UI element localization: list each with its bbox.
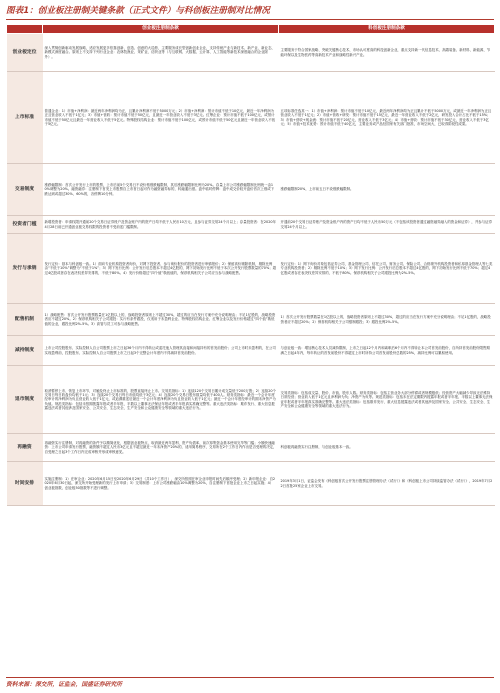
header-category	[7, 25, 43, 34]
star-market-cell: 1）首次公开发行股票数量在1亿股以上的，战略投资者原则上不超过30%，超过的应当在发行方案中充分说明理由；不足1亿股的，战略投资者应不超过20%；2）保荐机构相关子公司强制跟投；3）跟投比例2%-5%。	[279, 304, 495, 336]
chinext-cell: 取消暂停上市、恢复上市环节，对触及终止上市标准的，股票直接终止上市。交易类指标：1）连续120个交易日累计成交量低于200万股；2）连续20个交易日每日收盘价均低于1元；3）连续20个交易日每日市值均低于3亿元；4）连续20个交易日股东数量均低于400人。财务类指标：最近一个会计年度经审计的净利润为负且营业收入低于1亿元，或追溯重述后最近一个会计年度净利润为负且营业收入低于1亿元；最近一个会计年度经审计的期末净资产为负值。规范类指标：包括未按期披露年报或者半年报、半数以上董事无法保证年报或者半年报真实准确完整等。重大违法类指标：欺诈发行、重大信息披露违法或者其他涉及国家安全、公共安全、生态安全、生产安全和公众健康安全等领域的重大违法行为。	[43, 366, 279, 434]
table-row	[7, 434, 495, 462]
table-row	[7, 366, 495, 434]
row-category: 上市标准	[7, 72, 43, 164]
star-market-cell: 与创业板一致：增加核心技术人员减持限制，上市之日起12个月内和离职后6个月内不得转让本公司首发前股份，自所持首发前股份限售期满之日起4年内，每年转让的首发前股份不得超过上市时所持公司首发前股份总数的25%，减持比例可以累积使用。	[279, 336, 495, 366]
chinext-cell: 1）战略配售：首次公开发行股票数量在1亿股以上的，战略投资者原则上不超过30%，超过的应当在发行方案中充分说明理由；不足1亿股的，战略投资者应不超过20%。2）保荐机构相关子公司跟投：实行有条件跟投，仅适用于未盈利企业、特殊股权结构企业、红筹企业以及发行价格超过“四个值”孰低值的企业，跟投比例2%-5%。3）高管与员工可参与战略配售。	[43, 304, 279, 336]
row-category: 减持制度	[7, 336, 43, 366]
header-row	[7, 25, 495, 34]
table-row	[7, 304, 495, 336]
table-row	[7, 216, 495, 234]
row-category: 时间安排	[7, 462, 43, 506]
table-row	[7, 72, 495, 164]
row-category: 投资者门槛	[7, 216, 43, 234]
table-row	[7, 462, 495, 506]
star-market-cell: 五项标准任选其一：1）市值+净利润：预计市值不低于10亿元，最近两年净利润均为正且累计不低于5000万元，或最近一年净利润为正且营业收入不低于1亿元；2）市值+营收+研发：预计市值不低于15亿元，最近一年营业收入不低于2亿元，研发投入合计占比不低于15%；3）市值+营收+现金流：预计市值不低于20亿元，营业收入不低于3亿元；4）市值+营收：预计市值不低于30亿元，营业收入不低于3亿元；5）市值+技术优势：预计市值不低于40亿元，主要业务或产品经国家有关部门批准，市场空间大，已取得阶段性成果。	[279, 72, 495, 164]
row-category: 交易制度	[7, 164, 43, 216]
table-row	[7, 234, 495, 304]
table-row	[7, 164, 495, 216]
header-chinext: 创业板注册制条款	[43, 25, 279, 34]
row-category: 退市制度	[7, 366, 43, 434]
star-market-cell: 科创板再融资实行注册制，与创业板基本一致。	[279, 434, 495, 462]
title-divider	[6, 19, 494, 20]
source-footnote: 资料来源：深交所，证监会，国盛证券研究所	[6, 682, 122, 688]
chinext-cell: 上市公司控股股东、实际控制人自公司股票上市之日起36个月内不得转让或委托他人管理其直接和间接持有的首发前股份；公司上市时未盈利的，在公司实现盈利前，控股股东、实际控制人自公司股票上市之日起3个完整会计年度内不得减持首发前股份。	[43, 336, 279, 366]
star-market-cell: 主要服务于符合国家战略、突破关键核心技术、市场认可度高的科技创新企业，重点支持新一代信息技术、高端装备、新材料、新能源、节能环保以及生物医药等高新技术产业和战略性新兴产业。	[279, 34, 495, 72]
row-category: 创业板定位	[7, 34, 43, 72]
chinext-cell: 发行定价：基本与科创板一致。1）面向专业机构投资者询价，对网下投资者、参与询价报价的投资者进行审慎报价；2）保留高价剔除机制，剔除比例由“不低于10%”调整为“不低于1%”；3）网下发行比例：公开发行后总股本不超过4亿股的，网下初始发行比例不低于本次公开发行股票数量的70%；超过4亿股或者存在表决权差异安排的，不低于80%。4）发行价格超过“四个值”孰低值的，保荐机构相关子公司应当参与战略配售。	[43, 234, 279, 304]
star-market-cell: 交易类指标：包括成交量、股价、市值、股东人数。财务类指标：包括主营业务大部分停滞或者规模极低；经营资产大幅减少导致无法维持日常经营；营业收入低于1亿元且净利润为负；净资产为负等。规范类指标：包括未在法定期限内披露年报或者半年报、半数以上董事无法保证年报或者半年报真实准确完整等。重大违法类指标：包括欺诈发行、重大信息披露违法或者其他涉及国家安全、公共安全、生态安全、生产安全和公众健康安全等领域的重大违法行为。	[279, 366, 495, 434]
chinext-cell: 再融资实行注册制，对再融资的条件予以精简优化，根据创业板特点，取消最近两年盈利、资产负债率、前次募集资金基本使用完毕等门槛；小额快速融资：上市公司申请发行股票，融资额不超过人民币3亿元且不超过最近一年末净资产20%的，适用简易程序，交易所在2个工作日内作出是否受理的决定，自受理之日起3个工作日内完成审核并形成审核意见。	[43, 434, 279, 462]
star-market-cell: 发行定价：1）网下询价对象包括证券公司、基金管理公司、信托公司、财务公司、保险公司、合格境外机构投资者和私募基金管理人等七类专业机构投资者；2）剔除比例不低于10%；3）网下发行比例：公开发行后总股本不超过4亿股的，网下初始发行比例不低于70%；超过4亿股或者存在表决权差异安排的，不低于80%。保荐机构相关子公司跟投比例为2%-5%。	[279, 234, 495, 304]
header-star: 科创板注册制条款	[279, 25, 495, 34]
chinext-cell: 新增投资者：申请权限开通前20个交易日证券账户及资金账户内的资产日均不低于人民币10万元，且参与证券交易24个月以上；存量投资者：在2020年4月28日前已开通创业板交易权限的投资者不受前述门槛限制。	[43, 216, 279, 234]
row-category: 再融资	[7, 434, 43, 462]
chinext-cell: 深入贯彻创新驱动发展战略，适应发展更多依靠创新、创造、创意的大趋势，主要服务成长型创新创业企业，支持传统产业与新技术、新产业、新业态、新模式深度融合。原则上不支持下列行业企业：农林牧渔业、采矿业、纺织业等（与互联网、大数据、云计算、人工智能等新技术深度融合的企业除外）。	[43, 34, 279, 72]
comparison-table	[6, 24, 495, 506]
star-market-cell: 开通前20个交易日证券账户及资金账户内的资产日均不低于人民币50万元（不包括该投资者通过融资融券融入的资金和证券），并参与证券交易24个月以上。	[279, 216, 495, 234]
star-market-cell: 2019年3月1日，证监会发布《科创板首次公开发行股票注册管理办法（试行）》和《科创板上市公司持续监管办法（试行）》，2019年7月22日首批25家企业上市交易。	[279, 462, 495, 506]
table-row	[7, 34, 495, 72]
row-category: 发行与承销	[7, 234, 43, 304]
chart-title: 图表1：创业板注册制关键条款（正式文件）与科创板注册制对比情况	[6, 6, 270, 16]
star-market-cell: 涨跌幅限制20%，上市前五日不设涨跌幅限制。	[279, 164, 495, 216]
table-row	[7, 336, 495, 366]
footer-divider	[6, 677, 494, 678]
chinext-cell: 普通企业：1）市值+净利润：最近两年净利润均为正，且累计净利润不低于5000万元；2）市值+净利润：预计市值不低于10亿元，最近一年净利润为正且营业收入不低于1亿元；3）市值+营收：预计市值不低于50亿元，且最近一年营业收入不低于3亿元。红筹企业：预计市值不低于100亿元，或预计市值不低于50亿元且最近一年营业收入不低于5亿元。特殊股权结构企业：预计市值不低于100亿元，或预计市值不低于50亿元且最近一年营业收入不低于5亿元。	[43, 72, 279, 164]
chinext-cell: 实施注册制：1）在审企业：2020年6月15日至2020年6月29日（共10个工作日），深交所按照在审企业申报时间先后顺序受理；2）新申报企业：自2020年6月30日起，深交所开始受理新的发行上市申请；3）交易制度：上市公司涨跌幅由10%调整为20%，自注册制下首批企业上市之日起实施；4）创业板指数、创业板50指数等不进行调整。	[43, 462, 279, 506]
chinext-cell: 涨跌幅限制：首次公开发行上市的股票，上市后前5个交易日不设价格涨跌幅限制，其后涨跌幅限制比例为20%。存量上市公司涨跌幅限制比例统一由10%调整为20%。融资融券：注册制下首发上市股票自上市首日起可作为融资融券标的，转融通出借。盘中临时停牌：盘中成交价较开盘价首次上涨或下跌达到或超过30%、60%的，各停牌10分钟。	[43, 164, 279, 216]
row-category: 配售机制	[7, 304, 43, 336]
